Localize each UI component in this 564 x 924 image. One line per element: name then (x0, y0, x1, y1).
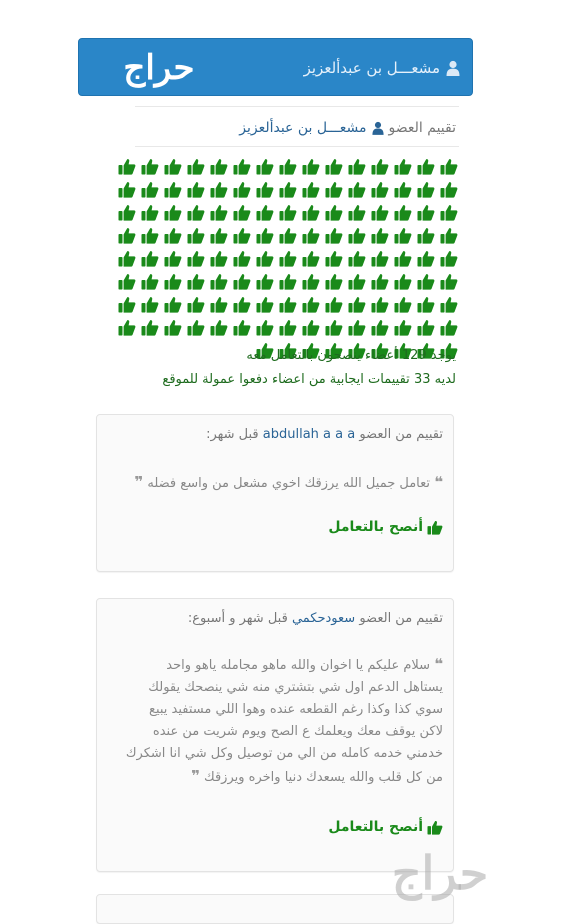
thumbs-up-icon (210, 296, 228, 313)
thumbs-up-icon (440, 273, 458, 290)
thumbs-up-icon (325, 296, 343, 313)
recommend-label: أنصح بالتعامل (328, 819, 423, 835)
thumbs-up-icon (164, 181, 182, 198)
thumbs-up-icon (371, 296, 389, 313)
thumbs-up-icon (348, 158, 366, 175)
thumbs-up-icon (417, 227, 435, 244)
thumbs-up-icon (118, 227, 136, 244)
summary-line-ratings: لديه 33 تقييمات ايجابية من اعضاء دفعوا عمولة للموقع (162, 372, 456, 387)
thumbs-up-icon (394, 296, 412, 313)
thumbs-up-icon (348, 273, 366, 290)
thumbs-up-icon (371, 181, 389, 198)
thumbs-up-icon (417, 181, 435, 198)
review-text (107, 471, 443, 495)
thumbs-up-icon (279, 319, 297, 336)
thumbs-up-icon (348, 250, 366, 267)
header-user-name: مشعـــل بن عبدألعزيز (303, 59, 440, 77)
thumbs-up-icon (256, 158, 274, 175)
thumbs-up-icon (279, 227, 297, 244)
review-line: يستاهل الدعم اول شي بتشتري منه شي ينصحك يقولك (148, 680, 443, 695)
recommend-label: أنصح بالتعامل (328, 519, 423, 535)
thumbs-up-icon (210, 158, 228, 175)
divider-title (135, 146, 459, 147)
thumbs-up-icon (164, 204, 182, 221)
thumbs-up-icon (187, 158, 205, 175)
thumbs-up-icon (233, 227, 251, 244)
thumbs-up-icon (118, 158, 136, 175)
thumbs-up-icon (440, 296, 458, 313)
thumbs-up-icon (348, 319, 366, 336)
thumbs-up-icon (164, 273, 182, 290)
thumbs-up-icon (118, 181, 136, 198)
thumbs-up-icon (279, 296, 297, 313)
review-header (107, 611, 443, 626)
thumbs-up-icon (279, 273, 297, 290)
thumbs-up-icon (302, 227, 320, 244)
thumbs-up-icon (118, 250, 136, 267)
thumbs-up-icon (302, 296, 320, 313)
thumbs-up-icon (233, 273, 251, 290)
profile-user-name[interactable]: مشعـــل بن عبدألعزيز (239, 120, 367, 136)
quote-close-icon: ❞ (134, 473, 144, 491)
profile-title (106, 116, 456, 140)
thumbs-up-icon (302, 273, 320, 290)
thumbs-up-icon (187, 181, 205, 198)
quote-open-icon: ❝ (434, 473, 443, 491)
review-header (107, 427, 443, 442)
thumbs-up-icon (256, 227, 274, 244)
thumbs-up-icon (371, 158, 389, 175)
thumbs-up-icon (427, 520, 443, 535)
review-line: من كل قلب والله يسعدك دنيا واخره ويرزقك ❞ (191, 767, 443, 785)
thumbs-up-icon (417, 204, 435, 221)
thumbs-up-icon (210, 273, 228, 290)
thumbs-up-icon (371, 227, 389, 244)
thumbs-up-icon (210, 250, 228, 267)
review-prefix: تقييم من العضو (359, 427, 443, 442)
thumbs-up-icon (210, 204, 228, 221)
thumbs-up-icon (348, 181, 366, 198)
thumbs-up-icon (187, 319, 205, 336)
thumbs-up-icon (118, 296, 136, 313)
thumbs-up-icon (210, 181, 228, 198)
thumbs-up-icon (233, 158, 251, 175)
thumbs-up-icon (325, 181, 343, 198)
thumbs-up-icon (394, 204, 412, 221)
divider-top (135, 106, 459, 107)
thumbs-up-icon (141, 227, 159, 244)
thumbs-up-icon (279, 158, 297, 175)
review-line: لاكن يوقف معك ويعلمك ع الصح ويوم شريت من عنده (152, 724, 443, 739)
thumbs-up-icon (164, 227, 182, 244)
thumbs-up-icon (417, 158, 435, 175)
thumbs-up-icon (210, 319, 228, 336)
thumbs-up-icon (417, 296, 435, 313)
review-card (96, 598, 454, 872)
thumbs-up-icon (141, 204, 159, 221)
thumbs-up-icon (233, 319, 251, 336)
thumbs-up-icon (302, 204, 320, 221)
thumbs-up-icon (427, 820, 443, 835)
thumbs-up-icon (325, 319, 343, 336)
thumbs-up-icon (371, 319, 389, 336)
thumbs-up-icon (164, 296, 182, 313)
haraj-watermark: حراج (391, 846, 489, 900)
thumbs-up-icon (256, 204, 274, 221)
thumbs-up-icon (325, 227, 343, 244)
quote-open-icon: ❝ (434, 655, 443, 673)
thumbs-up-icon (279, 250, 297, 267)
site-header (78, 38, 473, 96)
thumbs-up-icon (440, 250, 458, 267)
thumbs-up-icon (371, 204, 389, 221)
user-icon (372, 121, 384, 135)
thumbs-up-icon (417, 273, 435, 290)
thumbs-up-icon (256, 273, 274, 290)
thumbs-up-icon (417, 319, 435, 336)
thumbs-up-icon (394, 227, 412, 244)
thumbs-up-icon (440, 319, 458, 336)
thumbs-up-icon (256, 319, 274, 336)
thumbs-up-icon (348, 204, 366, 221)
thumbs-up-icon (394, 181, 412, 198)
review-line: سوي كذا وكذا رغم القطعه عنده وهوا اللي مستفيد يبيع (149, 702, 443, 717)
profile-title-label: تقييم العضو (388, 120, 456, 136)
thumbs-up-icon (233, 296, 251, 313)
thumbs-up-icon (302, 158, 320, 175)
thumbs-up-icon (164, 250, 182, 267)
thumbs-up-icon (164, 319, 182, 336)
thumbs-up-icon (233, 181, 251, 198)
thumbs-up-icon (210, 227, 228, 244)
thumbs-up-icon (233, 204, 251, 221)
thumbs-up-icon (440, 158, 458, 175)
review-line: خدمني خدمه كامله من الي من توصيل وكل شي انا اشكرك (125, 746, 443, 761)
thumbs-up-icon (187, 273, 205, 290)
thumbs-up-icon (233, 250, 251, 267)
thumbs-up-icon (164, 158, 182, 175)
thumbs-up-icon (394, 158, 412, 175)
thumbs-up-icon (302, 250, 320, 267)
quote-close-icon: ❞ (191, 767, 200, 785)
thumbs-up-icon (371, 273, 389, 290)
thumbs-up-icon (325, 250, 343, 267)
thumbs-up-icon (141, 250, 159, 267)
thumbs-up-icon (417, 250, 435, 267)
thumbs-up-icon (141, 273, 159, 290)
thumbs-up-icon (394, 250, 412, 267)
thumbs-up-icon (141, 181, 159, 198)
thumbs-up-icon (118, 319, 136, 336)
thumbs-up-icon (302, 319, 320, 336)
thumbs-up-icon (440, 181, 458, 198)
thumbs-up-icon (394, 273, 412, 290)
thumbs-up-icon (394, 319, 412, 336)
thumbs-up-icon (279, 181, 297, 198)
header-user-link[interactable] (304, 39, 460, 97)
thumbs-up-icon (118, 273, 136, 290)
thumbs-up-icon (256, 250, 274, 267)
thumbs-up-icon (187, 204, 205, 221)
thumbs-up-icon (141, 319, 159, 336)
thumbs-up-icon (141, 158, 159, 175)
thumbs-up-icon (256, 296, 274, 313)
recommend-badge (328, 519, 443, 535)
recommend-badge (328, 819, 443, 835)
thumbs-up-icon (302, 181, 320, 198)
thumbs-up-icon (440, 204, 458, 221)
thumbs-up-icon (141, 296, 159, 313)
review-prefix: تقييم من العضو (359, 611, 443, 626)
review-line: ❝ سلام عليكم يا اخوان والله ماهو مجامله ياهو واحد (166, 655, 443, 673)
review-card (96, 414, 454, 572)
thumbs-up-icon (187, 250, 205, 267)
thumbs-up-grid (96, 158, 458, 359)
thumbs-up-icon (187, 227, 205, 244)
thumbs-up-icon (440, 227, 458, 244)
reviewer-name[interactable]: abdullah a a a (262, 427, 356, 442)
summary-line-members: يوجد 129 أعضاء ينصحون بالتعامل معه (246, 348, 456, 363)
thumbs-up-icon (325, 158, 343, 175)
haraj-logo[interactable]: حراج (123, 48, 195, 88)
reviewer-name[interactable]: سعودحكمي (291, 611, 356, 626)
review-time: قبل شهر و أسبوع: (187, 611, 288, 626)
thumbs-up-icon (187, 296, 205, 313)
thumbs-up-icon (348, 227, 366, 244)
review-text (107, 653, 443, 789)
thumbs-up-icon (279, 204, 297, 221)
thumbs-up-icon (325, 204, 343, 221)
review-time: قبل شهر: (206, 427, 259, 442)
thumbs-up-icon (371, 250, 389, 267)
user-icon (446, 60, 460, 76)
thumbs-up-icon (256, 181, 274, 198)
review-text-body: تعامل جميل الله يرزقك اخوي مشعل من واسع فضله (147, 476, 431, 491)
thumbs-up-icon (348, 296, 366, 313)
thumbs-up-icon (118, 204, 136, 221)
thumbs-up-icon (325, 273, 343, 290)
